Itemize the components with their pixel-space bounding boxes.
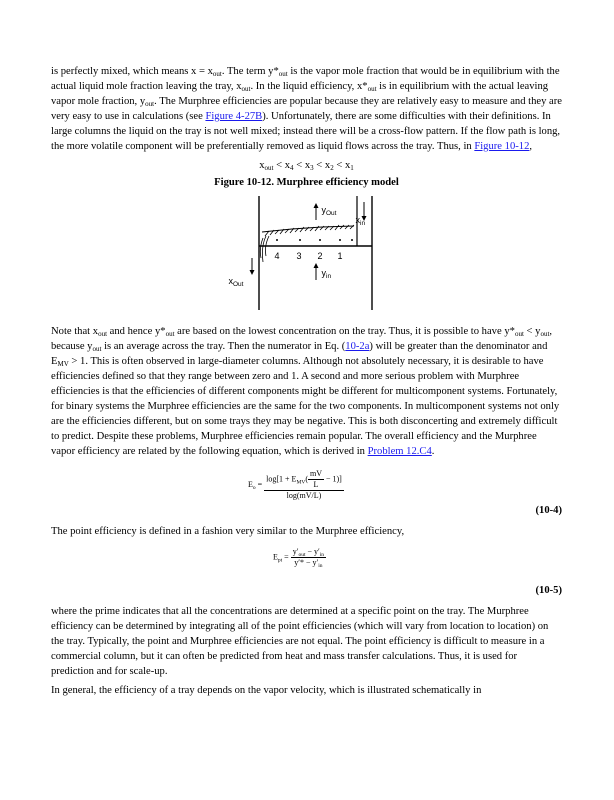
label-stage-2: 2: [317, 251, 323, 261]
paragraph-point-efficiency: The point efficiency is defined in a fashion very similar to the Murphree efficiency,: [51, 526, 405, 537]
equation-number-10-5: (10-5): [535, 585, 562, 596]
document-page: [51, 64, 562, 702]
inequality-line: $x_{out} < x_4 < x_3 < x_2 < x_1$: [259, 160, 354, 172]
label-y-in: $y_{in}$: [321, 268, 332, 280]
paragraph-murphree-definition: is perfectly mixed, which means $x = x_{out}$. The term $y*_{out}$ is the vapor mole fraction that would be in equilibrium with the actual liquid mole fraction leaving the tray, $x_{out}$. In the liquid efficiency, $x*_{out}$ is in equilibrium with the actual leaving vapor mole fraction, $y_{out}$. The Murphree efficiencies are popular because they are relatively easy to measure and they are very easy to use in calculations (see Figure 4-27B). Unfortunately, there are some difficulties with their definitions. In large columns the liquid on the tray is not well mixed; instead there will be a cross-flow pattern. If the flow path is long, the more volatile component will be preferentially removed as liquid flows across the tray. Thus, in Figure 10-12,: [51, 66, 562, 152]
label-stage-1: 1: [337, 251, 343, 261]
link-problem-12-c4[interactable]: Problem 12.C4: [367, 446, 432, 457]
tray-schematic: [232, 196, 384, 310]
outlet-downcomer-streaks: [260, 236, 269, 262]
murphree-efficiency-diagram: [228, 196, 384, 310]
paragraph-murphree-problems: Note that $x_{out}$ and hence $y*_{out}$ are based on the lowest concentration on the tray. Thus, it is possible to have $y*_{out} < y_{out}$, because $y_{out}$ is an average across the tray. Then the numerator in Eq. (10-2a) will be greater than the denominator and $E_{MV} > 1$. This is often observed in large-diameter columns. Although not absolutely necessary, it is desirable to have efficiencies defined so that they range between zero and 1. A second and more serious problem with Murphree efficiencies is that the efficiencies of different components might be different for multicomponent systems. Fortunately, for binary systems the Murphree efficiencies are the same for the two components. In multicomponent systems not only are the efficiencies different, but on some trays they may be negative. This is both disconcerting and extremely difficult to predict. Despite these problems, Murphree efficiencies remain popular. The overall efficiency and the Murphree vapor efficiency are related by the following equation, which is derived in Problem 12.C4.: [51, 326, 560, 457]
paragraph-vapor-velocity: In general, the efficiency of a tray depends on the vapor velocity, which is illustrated schematically in: [51, 685, 482, 696]
equation-10-5: $E_{pt}$ = $\frac{y'_{out} - y'_{in}}{y'* - y'_{in}}$: [273, 547, 325, 569]
link-figure-10-12[interactable]: Figure 10-12: [474, 141, 530, 152]
equation-number-10-4: (10-4): [535, 505, 562, 516]
figure-title: Figure 10-12. Murphree efficiency model: [214, 177, 399, 188]
link-figure-4-27b[interactable]: Figure 4-27B: [205, 111, 263, 122]
label-stage-4: 4: [274, 251, 280, 261]
label-x-out: $x_{Out}$: [228, 276, 244, 288]
label-x-in: $x_{in}$: [355, 215, 366, 227]
label-stage-3: 3: [296, 251, 302, 261]
paragraph-prime-meaning: where the prime indicates that all the concentrations are determined at a specific point on the tray. The Murphree efficiency can be determined by integrating all of the point efficiencies (which will vary from location to location) on the tray. Typically, the point and Murphree efficiencies are not equal. The point efficiency is difficult to measure in a commercial column, but it can often be predicted from heat and mass transfer calculations. Thus, it is used for prediction and for scale-up.: [51, 606, 549, 677]
label-y-out: $y_{Out}$: [321, 205, 337, 217]
link-eq-10-2a[interactable]: 10-2a: [345, 341, 370, 352]
tray-dots: [276, 239, 353, 241]
equation-10-4: $E_o$ = $\log[1 + E_{MV}$( $\frac{mV}{L}$ − 1)] log(mV/L): [248, 469, 342, 500]
